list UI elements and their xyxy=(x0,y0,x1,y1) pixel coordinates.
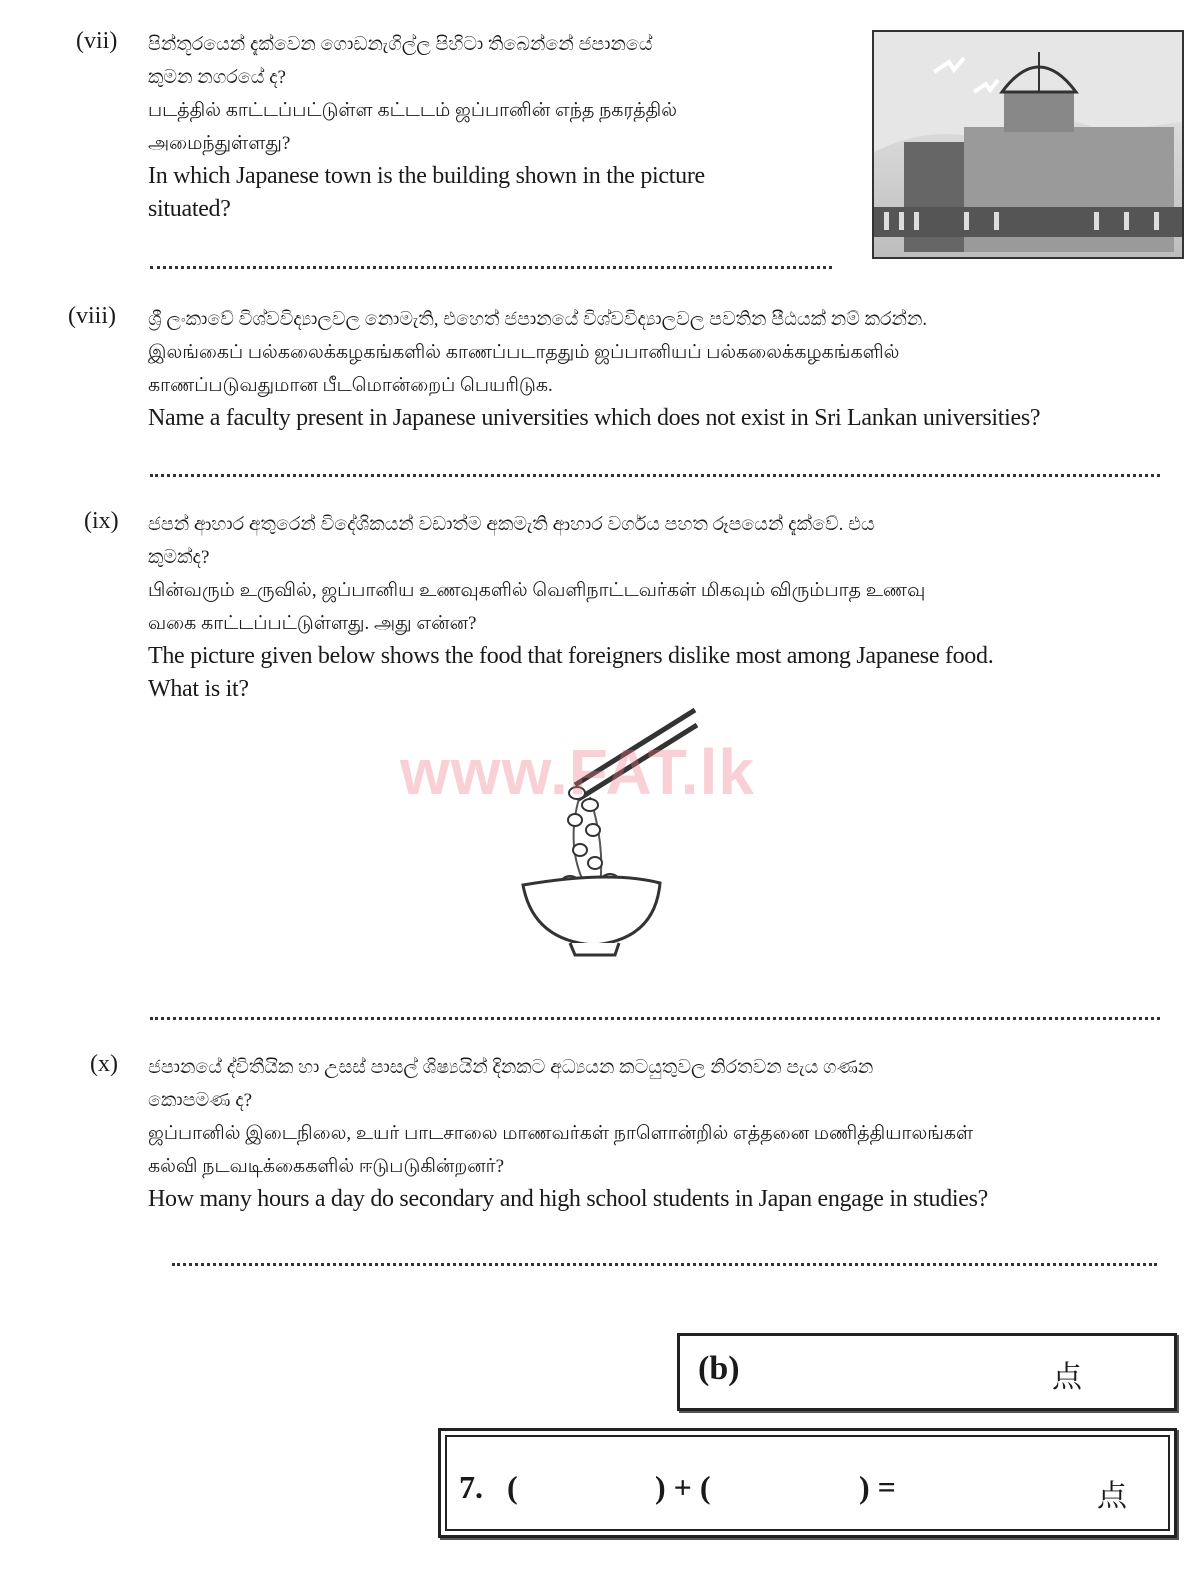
question-text xyxy=(148,303,1040,435)
english-line: The picture given below shows the food that foreigners dislike most among Japanese food. xyxy=(148,643,994,669)
plus-sign: ) + ( xyxy=(655,1469,711,1505)
question-number: (viii) xyxy=(68,303,116,329)
equals-sign: ) = xyxy=(859,1469,896,1505)
english-line: Name a faculty present in Japanese universities which does not exist in Sri Lankan universities? xyxy=(148,405,1041,431)
english-line: situated? xyxy=(148,196,231,222)
tamil-line: அமைந்துள்ளது? xyxy=(148,133,291,154)
sinhala-line: පින්තූරයෙන් දැක්වෙන ගොඩනැගිල්ල පිහිටා තිබෙන්නේ ජපානයේ xyxy=(148,34,653,55)
tamil-line: கல்வி நடவடிக்கைகளில் ஈடுபடுகின்றனர்? xyxy=(148,1156,505,1177)
tamil-line: ஜப்பானில் இடைநிலை, உயர் பாடசாலை மாணவர்கள் நாளொன்றில் எத்தனை மணித்தியாலங்கள் xyxy=(148,1123,974,1144)
sinhala-line: කුමන නගරයේ ද? xyxy=(148,67,286,88)
sinhala-line: ශ්‍රී ලංකාවේ විශ්වවිද්‍යාලවල නොමැති, එහෙත් ජපානයේ විශ්වවිද්‍යාලවල පවතින පීඨයක් නම් කරන්න. xyxy=(148,309,928,330)
answer-line[interactable] xyxy=(172,1263,1157,1266)
english-line: How many hours a day do secondary and high school students in Japan engage in studies? xyxy=(148,1186,989,1212)
open-paren: ( xyxy=(507,1469,518,1505)
english-line: What is it? xyxy=(148,676,249,702)
question-number: (ix) xyxy=(84,508,119,534)
building-picture xyxy=(872,30,1184,259)
answer-line[interactable] xyxy=(150,474,1160,477)
question-number: (vii) xyxy=(76,28,118,54)
question-7-total-box xyxy=(438,1428,1177,1538)
question-number: (x) xyxy=(90,1051,118,1077)
question-7-label: 7. xyxy=(459,1469,483,1505)
points-unit: 点 xyxy=(1052,1360,1082,1395)
tamil-line: வகை காட்டப்பட்டுள்ளது. அது என்ன? xyxy=(148,613,477,634)
sinhala-line: ජපන් ආහාර අතුරෙන් විදේශිකයන් වඩාත්ම අකමැති ආහාර වර්ගය පහත රූපයෙන් දැක්වේ. එය xyxy=(148,514,875,535)
sinhala-line: කුමක්ද? xyxy=(148,547,210,568)
question-text xyxy=(148,508,993,706)
sinhala-line: කොපමණ ද? xyxy=(148,1090,253,1111)
tamil-line: படத்தில் காட்டப்பட்டுள்ள கட்டடம் ஜப்பானின் எந்த நகரத்தில் xyxy=(148,100,677,121)
tamil-line: காணப்படுவதுமான பீடமொன்றைப் பெயரிடுக. xyxy=(148,375,553,396)
tamil-line: இலங்கைப் பல்கலைக்கழகங்களில் காணப்படாததும் ஜப்பானியப் பல்கலைக்கழகங்களில் xyxy=(148,342,900,363)
answer-line[interactable] xyxy=(150,266,832,269)
question-text xyxy=(148,1051,988,1216)
section-b-label: (b) xyxy=(698,1350,740,1387)
points-unit: 点 xyxy=(1097,1479,1127,1514)
answer-line[interactable] xyxy=(150,1017,1160,1020)
section-b-score-box xyxy=(677,1333,1177,1411)
watermark: www.FAT.lk xyxy=(400,736,755,808)
sinhala-line: ජපානයේ ද්විතීයික හා උසස් පාසල් ශිෂ්‍යයින් දිනකට අධ්‍යයන කටයුතුවල නිරතවන පැය ගණන xyxy=(148,1057,874,1078)
question-text xyxy=(148,28,705,226)
english-line: In which Japanese town is the building shown in the picture xyxy=(148,163,705,189)
tamil-line: பின்வரும் உருவில், ஜப்பானிய உணவுகளில் வெளிநாட்டவர்கள் மிகவும் விரும்பாத உணவு xyxy=(148,580,926,601)
